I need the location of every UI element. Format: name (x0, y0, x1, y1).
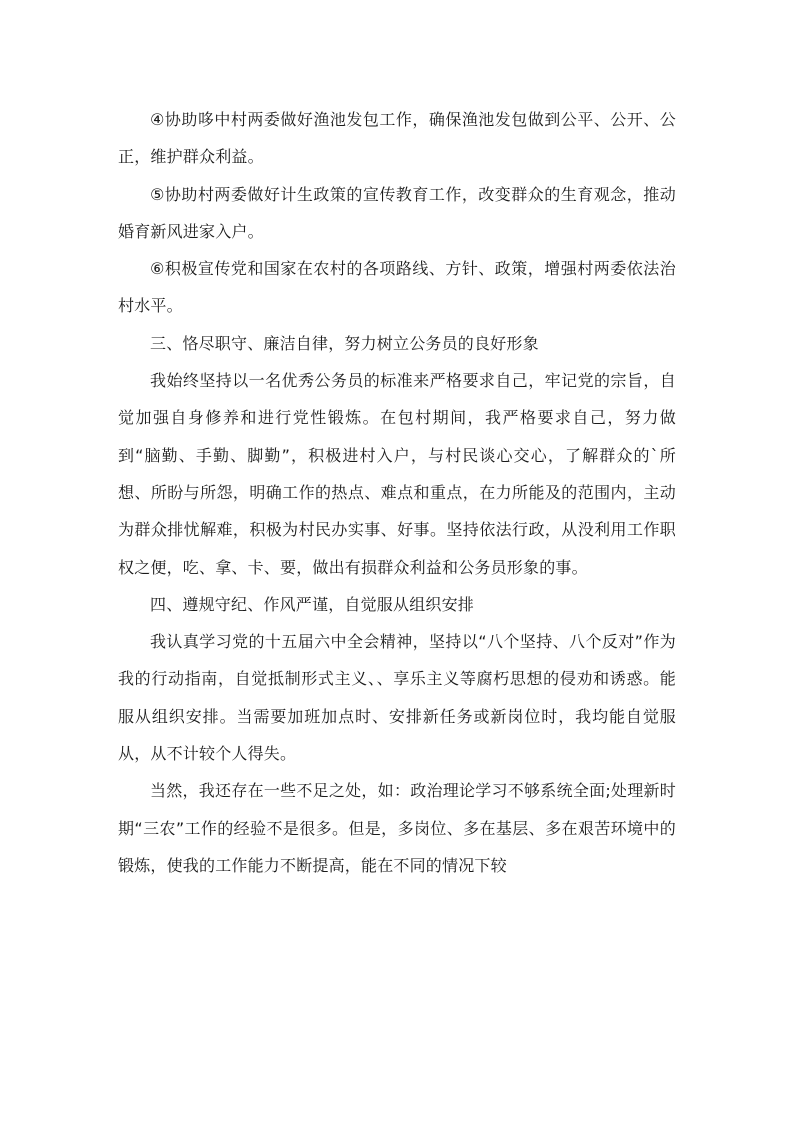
section-heading-4: 四、遵规守纪、作风严谨，自觉服从组织安排 (150, 594, 475, 614)
paragraph-section-3-body: 我始终坚持以一名优秀公务员的标准来严格要求自己，牢记党的宗旨，自觉加强自身修养和进行党性锻炼。在包村期间，我严格要求自己，努力做到“脑勤、手勤、脚勤”，积极进村入户，与村民谈心交心，了解群众的`所想、所盼与所怨，明确工作的热点、难点和重点，在力所能及的范围内，主动为群众排忧解难，积极为村民办实事、好事。坚持依法行政，从没利用工作职权之便，吃、拿、卡、要，做出有损群众利益和公务员形象的事。 (118, 371, 676, 577)
paragraph-item-6: ⑥积极宣传党和国家在农村的各项路线、方针、政策，增强村两委依法治村水平。 (118, 259, 676, 316)
paragraph-section-4-body: 我认真学习党的十五届六中全会精神，坚持以“八个坚持、八个反对”作为我的行动指南，自觉抵制形式主义、、享乐主义等腐朽思想的侵劝和诱惑。能服从组织安排。当需要加班加点时、安排新任务或新岗位时，我均能自觉服从，从不计较个人得失。 (118, 632, 676, 764)
paragraph-item-5: ⑤协助村两委做好计生政策的宣传教育工作，改变群众的生育观念，推动婚育新风进家入户。 (118, 184, 676, 241)
document-body (118, 101, 676, 884)
section-heading-3: 三、恪尽职守、廉洁自律，努力树立公务员的良好形象 (150, 333, 539, 353)
paragraph-item-4: ④协助哆中村两委做好渔池发包工作，确保渔池发包做到公平、公开、公正，维护群众利益。 (118, 110, 676, 167)
paragraph-shortcomings: 当然，我还存在一些不足之处，如：政治理论学习不够系统全面;处理新时期“三农”工作的经验不是很多。但是，多岗位、多在基层、多在艰苦环境中的锻炼，使我的工作能力不断提高，能在不同的情况下较 (118, 781, 676, 875)
